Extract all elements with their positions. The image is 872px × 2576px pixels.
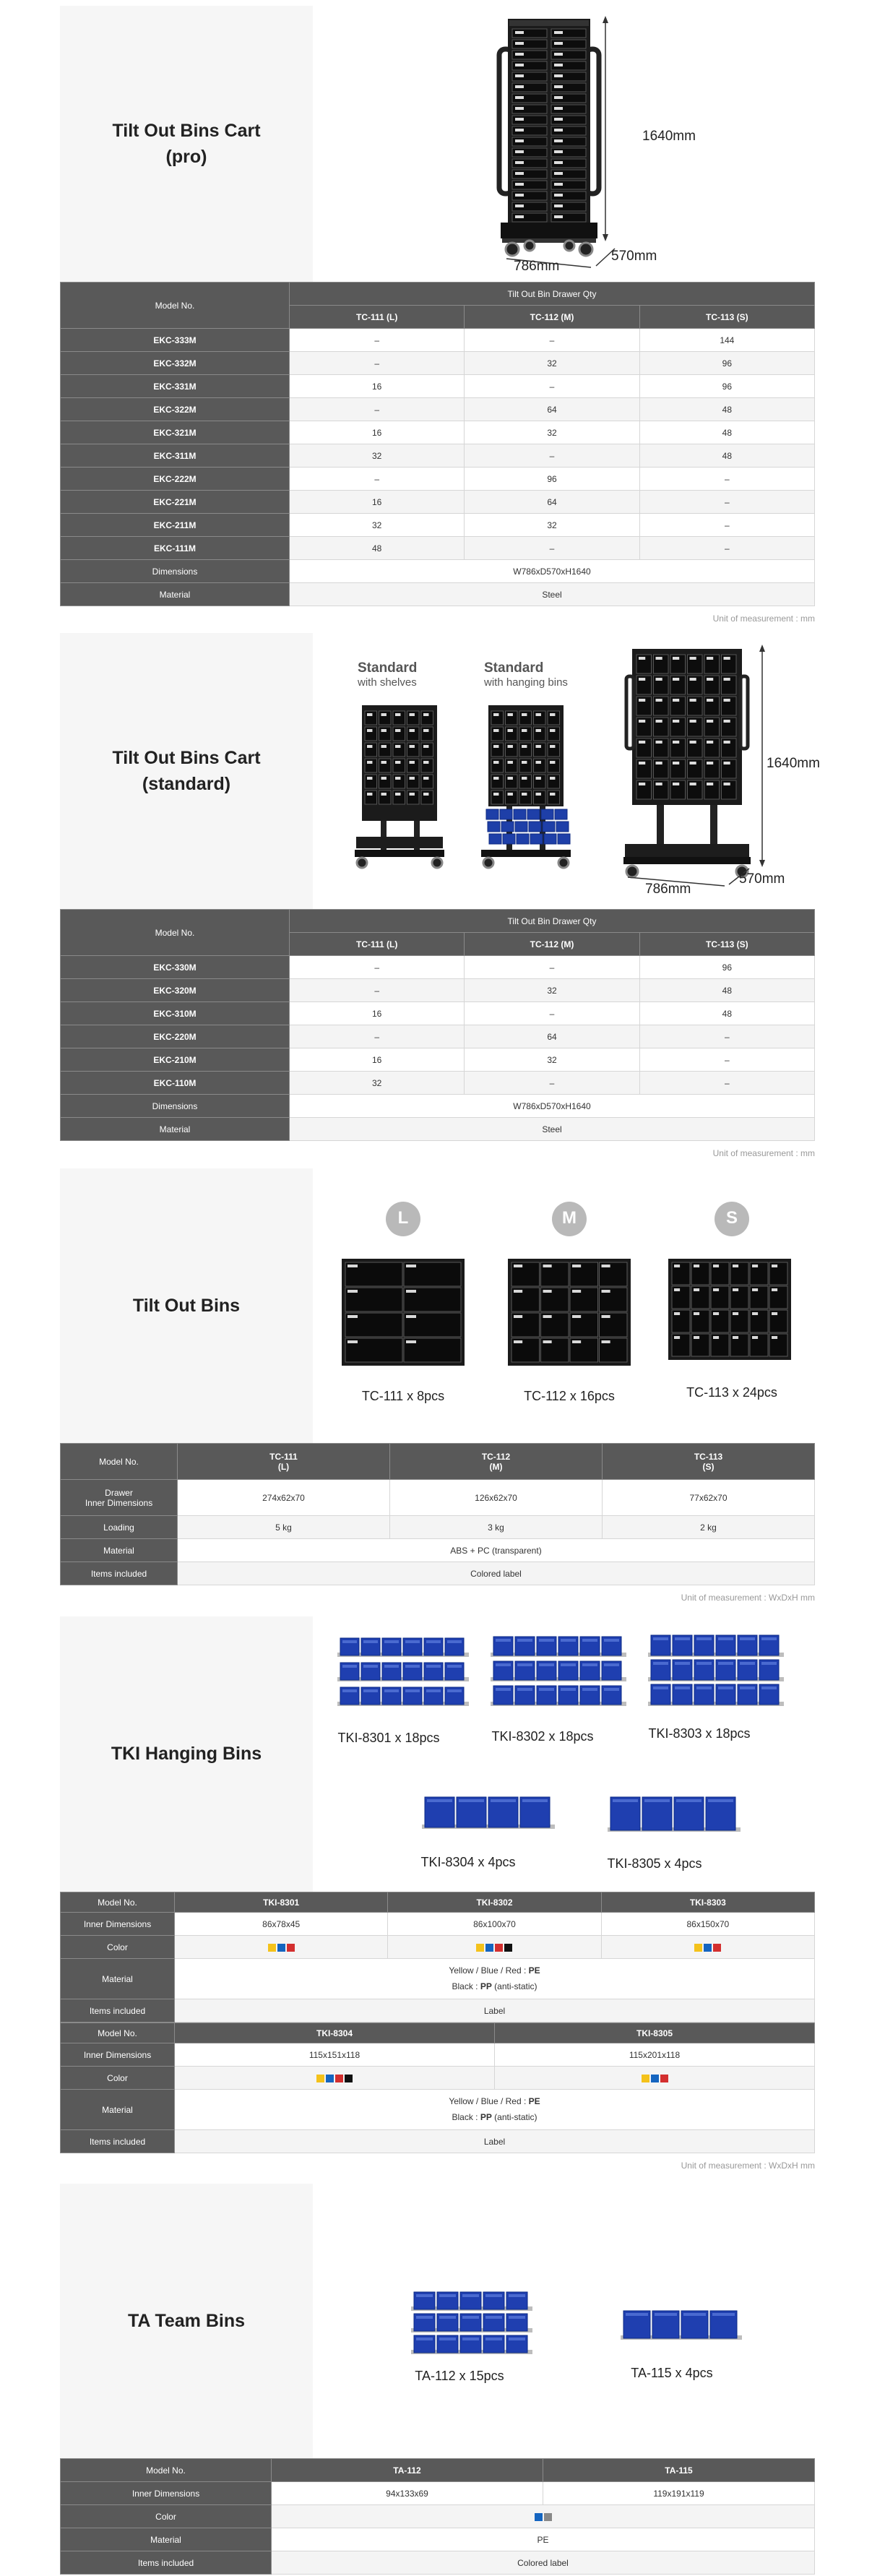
qty-cell: – (290, 398, 465, 421)
standard-title: Tilt Out Bins Cart (standard) (112, 747, 261, 794)
qty-cell: – (465, 375, 639, 398)
qty-cell: 48 (639, 1002, 814, 1025)
ta-mat-label: Material (61, 2528, 272, 2551)
section-ta (60, 2184, 815, 2575)
pro-dims-value: W786xD570xH1640 (290, 560, 815, 583)
bins-mat-value: ABS + PC (transparent) (178, 1539, 815, 1562)
qty-cell: – (290, 956, 465, 979)
qty-cell: – (465, 329, 639, 352)
qty-cell: 32 (290, 1072, 465, 1095)
table-row (61, 352, 815, 375)
color-swatch-blue (326, 2075, 334, 2082)
qty-cell: 48 (639, 421, 814, 444)
color-swatch-yellow (268, 1944, 276, 1952)
ta-color-label: Color (61, 2505, 272, 2528)
standard-dim-depth: 570mm (739, 871, 785, 887)
table-row (61, 421, 815, 444)
ta-inner-115: 119x191x119 (543, 2482, 815, 2505)
qty-cell: 64 (465, 1025, 639, 1048)
tki-inc-value-2: Label (175, 2130, 815, 2153)
tki-color-8302 (388, 1936, 601, 1959)
standard-col-m: TC-112 (M) (465, 933, 639, 956)
bins-loading-s: 2 kg (603, 1516, 815, 1539)
model-cell: EKC-311M (61, 444, 290, 468)
bins-inc-label: Items included (61, 1562, 178, 1585)
color-swatch-blue (704, 1944, 712, 1952)
tki-inner-label-1: Inner Dimensions (61, 1913, 175, 1936)
qty-cell: 32 (290, 514, 465, 537)
pro-cart-image (313, 6, 815, 282)
pro-dim-width: 786mm (514, 259, 560, 274)
standard-dim-width: 786mm (645, 882, 691, 897)
standard-spec-table (60, 909, 815, 1141)
qty-cell: – (290, 979, 465, 1002)
pro-head-model: Model No. (61, 283, 290, 329)
bins-col-m: TC-112 (M) (390, 1444, 603, 1480)
tki-inner-8304: 115x151x118 (175, 2043, 495, 2067)
standard-title-panel (60, 633, 313, 909)
standard-label-shelves: Standard with shelves (358, 660, 418, 689)
qty-cell: – (465, 537, 639, 560)
color-swatch-blue (277, 1944, 285, 1952)
qty-cell: 16 (290, 421, 465, 444)
model-cell: EKC-321M (61, 421, 290, 444)
section-bins (60, 1168, 815, 1603)
qty-cell: 48 (639, 979, 814, 1002)
tki-caption-8301: TKI-8301 x 18pcs (337, 1731, 440, 1745)
qty-cell: 48 (639, 444, 814, 468)
bins-title: Tilt Out Bins (132, 1295, 241, 1316)
bins-caption-m: TC-112 x 16pcs (524, 1389, 615, 1403)
color-swatch-gray (544, 2513, 552, 2521)
pro-title-panel (60, 6, 313, 282)
bins-inc-value: Colored label (178, 1562, 815, 1585)
tki-spec-table-1 (60, 1892, 815, 2023)
color-swatch-red (660, 2075, 668, 2082)
bins-loading-label: Loading (61, 1516, 178, 1539)
model-cell: EKC-111M (61, 537, 290, 560)
table-row (61, 398, 815, 421)
standard-unit-note: Unit of measurement : mm (712, 1148, 815, 1158)
qty-cell: – (290, 468, 465, 491)
pro-head-group: Tilt Out Bin Drawer Qty (290, 283, 815, 306)
table-row (61, 514, 815, 537)
tki-caption-8302: TKI-8302 x 18pcs (491, 1729, 594, 1744)
tki-caption-8304: TKI-8304 x 4pcs (420, 1855, 516, 1869)
qty-cell: 32 (465, 979, 639, 1002)
tki-color-label-2: Color (61, 2067, 175, 2090)
table-row (61, 1072, 815, 1095)
bins-drawer-l: 274x62x70 (178, 1480, 390, 1516)
tki-mat-label-1: Material (61, 1959, 175, 1999)
model-cell: EKC-332M (61, 352, 290, 375)
pro-col-s: TC-113 (S) (639, 306, 814, 329)
tki-inner-8303: 86x150x70 (601, 1913, 814, 1936)
color-swatch-blue (651, 2075, 659, 2082)
tki-head-model-2: Model No. (61, 2023, 175, 2043)
model-cell: EKC-210M (61, 1048, 290, 1072)
table-row (61, 979, 815, 1002)
tki-unit-note: Unit of measurement : WxDxH mm (681, 2161, 815, 2171)
ta-title: TA Team Bins (127, 2310, 246, 2331)
tki-title: TKI Hanging Bins (111, 1744, 262, 1765)
pro-title: Tilt Out Bins Cart (pro) (112, 120, 261, 167)
tki-color-8303 (601, 1936, 814, 1959)
pro-image-panel (313, 6, 815, 282)
standard-image-panel (313, 633, 820, 909)
tki-hero (60, 1616, 815, 1892)
model-cell: EKC-333M (61, 329, 290, 352)
pro-mat-value: Steel (290, 583, 815, 606)
standard-label-hanging: Standard with hanging bins (484, 660, 568, 689)
color-swatch-black (504, 1944, 512, 1952)
qty-cell: 96 (639, 352, 814, 375)
tki-image-panel (313, 1616, 815, 1892)
tki-inc-value-1: Label (175, 1999, 815, 2023)
qty-cell: 64 (465, 398, 639, 421)
model-cell: EKC-322M (61, 398, 290, 421)
table-row (61, 1025, 815, 1048)
bins-col-l: TC-111 (L) (178, 1444, 390, 1480)
tki-color-label-1: Color (61, 1936, 175, 1959)
ta-spec-table (60, 2458, 815, 2575)
bins-loading-l: 5 kg (178, 1516, 390, 1539)
standard-dims-value: W786xD570xH1640 (290, 1095, 815, 1118)
bins-image-panel (313, 1168, 815, 1443)
qty-cell: 96 (465, 468, 639, 491)
qty-cell: 32 (465, 514, 639, 537)
bins-hero (60, 1168, 815, 1443)
tki-bins-image (313, 1616, 815, 1892)
qty-cell: 64 (465, 491, 639, 514)
color-swatch-yellow (476, 1944, 484, 1952)
qty-cell: – (639, 537, 814, 560)
color-swatch-blue (485, 1944, 493, 1952)
ta-mat-value: PE (272, 2528, 815, 2551)
tki-col-8301: TKI-8301 (175, 1892, 388, 1913)
ta-caption-115: TA-115 x 4pcs (631, 2366, 713, 2380)
tki-caption-8305: TKI-8305 x 4pcs (607, 1856, 702, 1871)
tki-spec-table-2 (60, 2023, 815, 2153)
pro-rows (61, 329, 815, 560)
ta-caption-112: TA-112 x 15pcs (415, 2369, 504, 2383)
tki-inner-8301: 86x78x45 (175, 1913, 388, 1936)
pro-hero (60, 6, 815, 282)
ta-head-model: Model No. (61, 2459, 272, 2482)
qty-cell: 48 (639, 398, 814, 421)
standard-head-model: Model No. (61, 910, 290, 956)
qty-cell: 16 (290, 1048, 465, 1072)
qty-cell: – (465, 1002, 639, 1025)
qty-cell: – (290, 1025, 465, 1048)
model-cell: EKC-221M (61, 491, 290, 514)
bins-drawer-s: 77x62x70 (603, 1480, 815, 1516)
ta-inc-label: Items included (61, 2551, 272, 2575)
qty-cell: 96 (639, 375, 814, 398)
qty-cell: – (639, 491, 814, 514)
pro-dim-height: 1640mm (642, 129, 696, 144)
tki-col-8305: TKI-8305 (495, 2023, 815, 2043)
ta-hero (60, 2184, 815, 2458)
ta-inner-112: 94x133x69 (272, 2482, 543, 2505)
qty-cell: – (290, 352, 465, 375)
tki-color-8301 (175, 1936, 388, 1959)
bins-col-s: TC-113 (S) (603, 1444, 815, 1480)
ta-inc-value: Colored label (272, 2551, 815, 2575)
ta-title-panel (60, 2184, 313, 2458)
badge-m-text: M (562, 1208, 577, 1228)
model-cell: EKC-330M (61, 956, 290, 979)
section-pro (60, 6, 815, 624)
tki-inc-label-2: Items included (61, 2130, 175, 2153)
bins-drawer-label: Drawer Inner Dimensions (61, 1480, 178, 1516)
table-row (61, 329, 815, 352)
tki-color-8305 (495, 2067, 815, 2090)
model-cell: EKC-220M (61, 1025, 290, 1048)
standard-rows (61, 956, 815, 1095)
standard-col-s: TC-113 (S) (639, 933, 814, 956)
qty-cell: – (639, 1072, 814, 1095)
section-standard (60, 633, 820, 1158)
color-swatch-yellow (316, 2075, 324, 2082)
standard-mat-label: Material (61, 1118, 290, 1141)
qty-cell: – (639, 1025, 814, 1048)
color-swatch-red (335, 2075, 343, 2082)
tki-inc-label-1: Items included (61, 1999, 175, 2023)
standard-mat-value: Steel (290, 1118, 815, 1141)
qty-cell: 16 (290, 1002, 465, 1025)
qty-cell: 144 (639, 329, 814, 352)
bins-unit-note: Unit of measurement : WxDxH mm (681, 1593, 815, 1603)
tki-color-8304 (175, 2067, 495, 2090)
standard-dim-height: 1640mm (767, 756, 820, 771)
table-row (61, 375, 815, 398)
tki-col-8302: TKI-8302 (388, 1892, 601, 1913)
bins-loading-m: 3 kg (390, 1516, 603, 1539)
tki-inner-8302: 86x100x70 (388, 1913, 601, 1936)
model-cell: EKC-310M (61, 1002, 290, 1025)
ta-image-panel (313, 2184, 815, 2458)
ta-col-112: TA-112 (272, 2459, 543, 2482)
qty-cell: – (465, 956, 639, 979)
bins-caption-s: TC-113 x 24pcs (686, 1385, 777, 1400)
qty-cell: 32 (465, 352, 639, 375)
color-swatch-red (713, 1944, 721, 1952)
qty-cell: 16 (290, 375, 465, 398)
section-tki (60, 1616, 815, 2171)
bins-mat-label: Material (61, 1539, 178, 1562)
standard-head-group: Tilt Out Bin Drawer Qty (290, 910, 815, 933)
bins-drawer-m: 126x62x70 (390, 1480, 603, 1516)
ta-color-value (272, 2505, 815, 2528)
ta-inner-label: Inner Dimensions (61, 2482, 272, 2505)
color-swatch-yellow (642, 2075, 649, 2082)
tki-head-model-1: Model No. (61, 1892, 175, 1913)
standard-hero (60, 633, 820, 909)
table-row (61, 491, 815, 514)
tki-inner-8305: 115x201x118 (495, 2043, 815, 2067)
bins-title-panel (60, 1168, 313, 1443)
qty-cell: 32 (465, 421, 639, 444)
badge-s-text: S (725, 1208, 738, 1228)
pro-dim-depth: 570mm (611, 249, 657, 264)
qty-cell: – (290, 329, 465, 352)
model-cell: EKC-331M (61, 375, 290, 398)
table-row (61, 444, 815, 468)
qty-cell: 96 (639, 956, 814, 979)
pro-mat-label: Material (61, 583, 290, 606)
tki-col-8303: TKI-8303 (601, 1892, 814, 1913)
ta-col-115: TA-115 (543, 2459, 815, 2482)
model-cell: EKC-211M (61, 514, 290, 537)
pro-unit-note: Unit of measurement : mm (712, 613, 815, 624)
bins-spec-table (60, 1443, 815, 1585)
table-row (61, 1048, 815, 1072)
qty-cell: – (639, 514, 814, 537)
qty-cell: 32 (290, 444, 465, 468)
pro-col-l: TC-111 (L) (290, 306, 465, 329)
pro-col-m: TC-112 (M) (465, 306, 639, 329)
table-row (61, 537, 815, 560)
standard-carts-image (313, 633, 815, 909)
standard-col-l: TC-111 (L) (290, 933, 465, 956)
badge-l-text: L (397, 1208, 409, 1228)
tki-caption-8303: TKI-8303 x 18pcs (648, 1726, 751, 1741)
standard-dims-label: Dimensions (61, 1095, 290, 1118)
bins-head-model: Model No. (61, 1444, 178, 1480)
color-swatch-black (345, 2075, 353, 2082)
ta-bins-image (313, 2184, 815, 2458)
tki-inner-label-2: Inner Dimensions (61, 2043, 175, 2067)
qty-cell: 16 (290, 491, 465, 514)
tki-title-panel (60, 1616, 313, 1892)
qty-cell: – (465, 1072, 639, 1095)
color-swatch-yellow (694, 1944, 702, 1952)
qty-cell: – (465, 444, 639, 468)
model-cell: EKC-320M (61, 979, 290, 1002)
table-row (61, 956, 815, 979)
bins-caption-l: TC-111 x 8pcs (361, 1389, 445, 1403)
model-cell: EKC-222M (61, 468, 290, 491)
color-swatch-blue (535, 2513, 543, 2521)
qty-cell: 32 (465, 1048, 639, 1072)
model-cell: EKC-110M (61, 1072, 290, 1095)
color-swatch-red (287, 1944, 295, 1952)
qty-cell: – (639, 1048, 814, 1072)
table-row (61, 468, 815, 491)
tki-mat-value-2: Yellow / Blue / Red : PE Black : PP (anti-static) (175, 2090, 815, 2130)
tki-mat-label-2: Material (61, 2090, 175, 2130)
qty-cell: – (639, 468, 814, 491)
table-row (61, 1002, 815, 1025)
color-swatch-red (495, 1944, 503, 1952)
qty-cell: 48 (290, 537, 465, 560)
pro-dims-label: Dimensions (61, 560, 290, 583)
tki-col-8304: TKI-8304 (175, 2023, 495, 2043)
tki-mat-value-1: Yellow / Blue / Red : PE Black : PP (anti-static) (175, 1959, 815, 1999)
pro-spec-table (60, 282, 815, 606)
